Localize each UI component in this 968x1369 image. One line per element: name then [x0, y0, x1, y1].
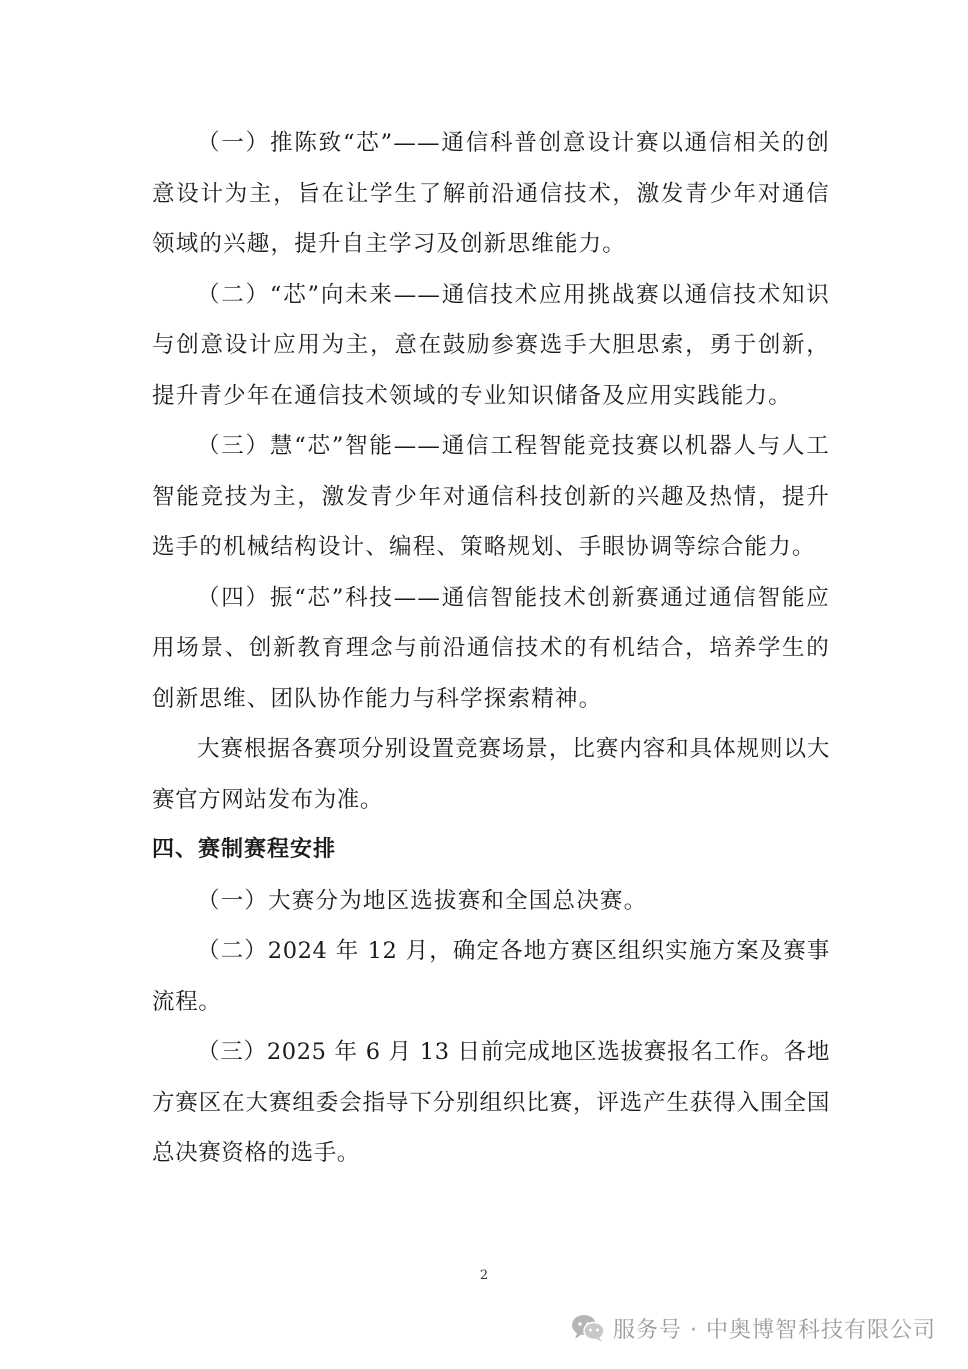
paragraph-schedule-3: （三）2025 年 6 月 13 日前完成地区选拔赛报名工作。各地方赛区在大赛组委会指导下分别组织比赛，评选产生获得入围全国总决赛资格的选手。 — [152, 1039, 830, 1166]
paragraph-competition-4: （四）振“芯”科技——通信智能技术创新赛通过通信智能应用场景、创新教育理念与前沿通信技术的有机结合，培养学生的创新思维、团队协作能力与科学探索精神。 — [152, 584, 830, 712]
paragraph-schedule-1: （一）大赛分为地区选拔赛和全国总决赛。 — [197, 887, 648, 914]
wechat-icon — [571, 1313, 605, 1343]
paragraph-competition-2: （二）“芯”向未来——通信技术应用挑战赛以通信技术知识与创意设计应用为主，意在鼓励参赛选手大胆思索，勇于创新，提升青少年在通信技术领域的专业知识储备及应用实践能力。 — [152, 281, 830, 409]
document-body — [152, 118, 830, 1179]
paragraph-competition-3: （三）慧“芯”智能——通信工程智能竞技赛以机器人与人工智能竞技为主，激发青少年对通信科技创新的兴趣及热情，提升选手的机械结构设计、编程、策略规划、手眼协调等综合能力。 — [152, 433, 830, 560]
section-heading: 四、赛制赛程安排 — [152, 837, 337, 862]
watermark-text: 服务号 · 中奥博智科技有限公司 — [613, 1317, 936, 1343]
page-number: 2 — [479, 1268, 489, 1283]
paragraph-competition-1: （一）推陈致“芯”——通信科普创意设计赛以通信相关的创意设计为主，旨在让学生了解前沿通信技术，激发青少年对通信领域的兴趣，提升自主学习及创新思维能力。 — [152, 130, 830, 257]
paragraph-schedule-2: （二）2024 年 12 月，确定各地方赛区组织实施方案及赛事流程。 — [152, 938, 830, 1015]
paragraph-rules-note: 大赛根据各赛项分别设置竞赛场景，比赛内容和具体规则以大赛官方网站发布为准。 — [152, 736, 830, 813]
watermark-footer — [571, 1310, 936, 1346]
